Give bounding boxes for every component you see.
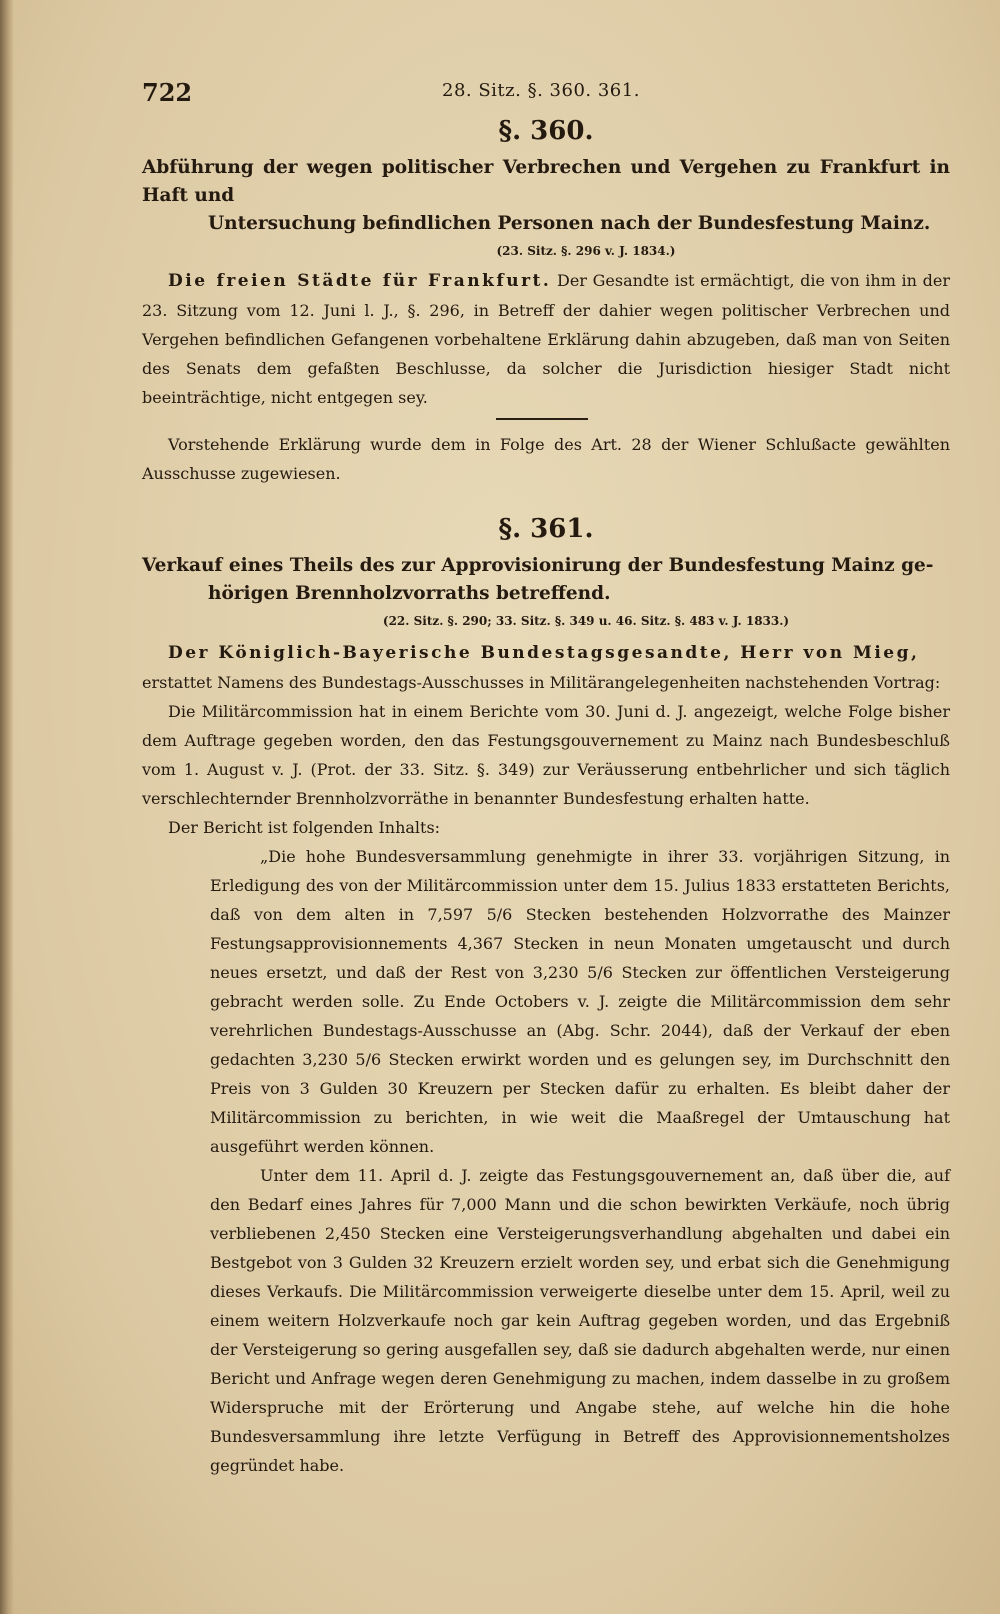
section-360-number: §. 360. [498,116,594,146]
section-360-heading [142,154,950,238]
section-360-heading-line2: Untersuchung befindlichen Personen nach der Bundesfestung Mainz. [208,213,931,234]
report-quote-paragraph-2: Unter dem 11. April d. J. zeigte das Festungsgouvernement an, daß über die, auf den Bedarf eines Jahres für 7,000 Mann und die schon bewirkten Verkäufe, noch übrig verbliebenen 2,450 Stecken eine Versteigerungsverhandlung abgehalten und dabei ein Bestgebot von 3 Gulden 32 Kreuzern erzielt worden sey, und erbat sich die Genehmigung dieses Verkaufs. Die Militärcommission verweigerte dieselbe unter dem 15. April, weil zu einem weitern Holzverkaufe noch gar kein Auftrag gegeben worden, und das Ergebniß der Versteigerung so gering ausgefallen sey, daß sie dadurch abgehalten werde, nur einen Bericht und Anfrage wegen deren Genehmigung zu machen, indem dasselbe in zu großem Widerspruche mit der Erörterung und Angabe stehe, auf welche hin die hohe Bundesversammlung ihre letzte Verfügung in Betreff des Approvisionnementsholzes gegründet habe. [210,1165,950,1475]
section-360-speaker: Die freien Städte für Frankfurt. [168,271,552,291]
separator-rule [496,418,588,420]
page-number: 722 [142,78,193,107]
section-360-reference: (23. Sitz. §. 296 v. J. 1834.) [496,244,676,258]
section-361-intro: erstattet Namens des Bundestags-Ausschusses in Militärangelegenheiten nachstehenden Vortrag: [142,672,941,692]
section-361-heading [142,552,950,608]
running-head [142,72,950,112]
section-361-number: §. 361. [498,513,594,544]
binding-edge [0,0,14,1614]
report-quote-paragraph-1: „Die hohe Bundesversammlung genehmigte in ihrer 33. vorjährigen Sitzung, in Erledigung des von der Militärcommission unter dem 15. Julius 1833 erstatteten Berichts, daß von dem alten in 7,597 5/6 Stecken bestehenden Holzvorrathe des Mainzer Festungsapprovisionnements 4,367 Stecken in neun Monaten umgetauscht und durch neues ersetzt, und daß der Rest von 3,230 5/6 Stecken zur öffentlichen Versteigerung gebracht werden solle. Zu Ende Octobers v. J. zeigte die Militärcommission dem sehr verehrlichen Bundestags-Ausschusse an (Abg. Schr. 2044), daß der Verkauf der eben gedachten 3,230 5/6 Stecken erwirkt worden und es gelungen sey, im Durchschnitt den Preis von 3 Gulden 30 Kreuzern per Stecken dafür zu erhalten. Es bleibt daher der Militärcommission zu berichten, in wie weit die Maaßregel der Umtauschung hat ausgeführt werden können. [210,846,950,1156]
section-360-text: Der Gesandte ist ermächtigt, die von ihm in der 23. Sitzung vom 12. Juni l. J., §. 296, in Betreff der dahier wegen politischer Verbrechen und Vergehen befindlichen Gefangenen vorbehaltene Erklärung dahin abzugeben, daß man von Seiten des Senats dem gefaßten Beschlusse, da solcher die Jurisdiction hiesiger Stadt nicht beeinträchtige, nicht entgegen sey. [142,271,951,407]
section-361-heading-line1: Verkauf eines Theils des zur Approvisionirung der Bundesfestung Mainz ge- [142,554,934,576]
section-360-body [142,266,950,412]
section-361-speaker: Der Königlich-Bayerische Bundestagsgesandte, Herr von Mieg, [168,642,920,663]
page-content [142,72,950,1480]
section-361-reference: (22. Sitz. §. 290; 33. Sitz. §. 349 u. 46. Sitz. §. 483 v. J. 1833.) [382,613,790,628]
section-361-paragraph-2: Der Bericht ist folgenden Inhalts: [168,817,441,837]
section-361-paragraph-1: Die Militärcommission hat in einem Berichte vom 30. Juni d. J. angezeigt, welche Folge bisher dem Auftrage gegeben worden, den das Festungsgouvernement zu Mainz nach Bundesbeschluß vom 1. August v. J. (Prot. der 33. Sitz. §. 349) zur Veräusserung entbehrlicher und sich täglich verschlechternder Brennholzvorräthe in benannter Bundesfestung erhalten hatte. [142,701,950,808]
section-361-speaker-line [142,638,950,668]
section-361-heading-line2: hörigen Brennholzvorraths betreffend. [208,582,611,604]
section-360-note: Vorstehende Erklärung wurde dem in Folge des Art. 28 der Wiener Schlußacte gewählten Ausschusse zugewiesen. [142,434,950,483]
running-title: 28. Sitz. §. 360. 361. [442,80,640,101]
section-360-heading-line1: Abführung der wegen politischer Verbrechen und Vergehen zu Frankfurt in Haft und [142,157,950,206]
report-quote [142,842,950,1480]
